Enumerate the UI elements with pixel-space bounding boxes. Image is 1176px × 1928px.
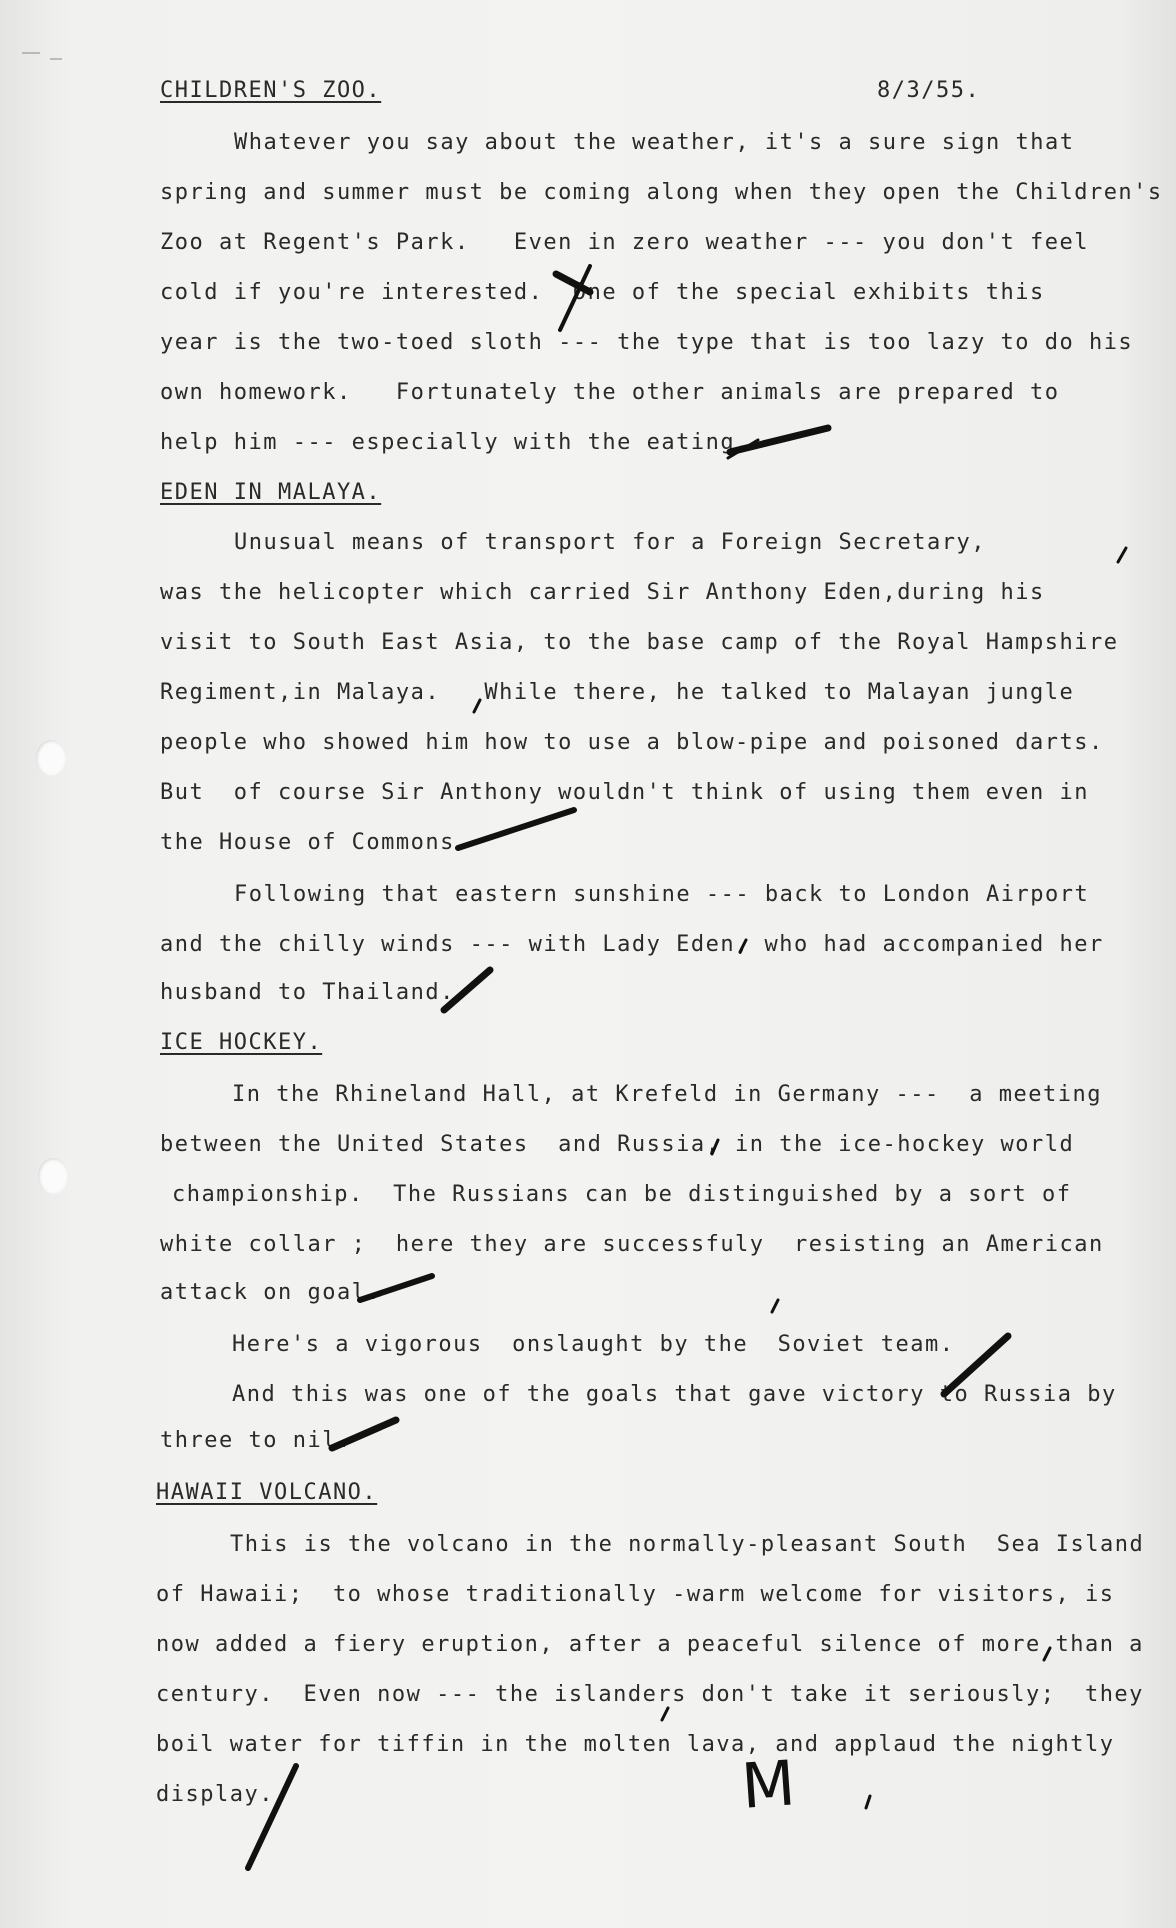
pen-slash-mark [944, 1336, 1008, 1394]
pen-comma-mark [866, 1796, 870, 1808]
text-line: visit to South East Asia, to the base camp of the Royal Hampshire [160, 630, 1119, 655]
text-line: But of course Sir Anthony wouldn't think of using them even in [160, 780, 1089, 805]
text-line: championship. The Russians can be distinguished by a sort of [172, 1182, 1072, 1207]
section-heading: HAWAII VOLCANO. [156, 1480, 378, 1505]
text-line: cold if you're interested. One of the special exhibits this [160, 280, 1045, 305]
pen-comma-mark [772, 1300, 778, 1312]
pen-comma-mark [1044, 1648, 1050, 1660]
text-line: century. Even now --- the islanders don't take it seriously; they [156, 1682, 1144, 1707]
pen-slash-mark [458, 810, 574, 848]
text-line: own homework. Fortunately the other animals are prepared to [160, 380, 1060, 405]
text-line: three to nil. [160, 1428, 352, 1453]
text-line: and the chilly winds --- with Lady Eden, who had accompanied her [160, 932, 1104, 957]
text-line: attack on goal. [160, 1280, 382, 1305]
section-heading: EDEN IN MALAYA. [160, 480, 382, 505]
pen-slash-mark [332, 1420, 396, 1448]
text-line: Following that eastern sunshine --- back to London Airport [234, 882, 1090, 907]
text-line: was the helicopter which carried Sir Anthony Eden,during his [160, 580, 1045, 605]
text-line: year is the two-toed sloth --- the type that is too lazy to do his [160, 330, 1134, 355]
text-line: This is the volcano in the normally-pleasant South Sea Island [230, 1532, 1145, 1557]
section-heading: ICE HOCKEY. [160, 1030, 323, 1055]
text-line: the House of Commons. [160, 830, 470, 855]
text-line: people who showed him how to use a blow-pipe and poisoned darts. [160, 730, 1104, 755]
text-line: display. [156, 1782, 274, 1807]
page-title: CHILDREN'S ZOO. [160, 78, 382, 103]
text-line: between the United States and Russia, in the ice-hockey world [160, 1132, 1075, 1157]
pen-comma-mark [712, 1140, 718, 1154]
pen-slash-mark [248, 1766, 296, 1868]
text-line: of Hawaii; to whose traditionally -warm welcome for visitors, is [156, 1582, 1115, 1607]
text-line: Regiment,in Malaya. While there, he talked to Malayan jungle [160, 680, 1075, 705]
text-line: spring and summer must be coming along when they open the Children's [160, 180, 1163, 205]
text-line: Here's a vigorous onslaught by the Soviet team. [232, 1332, 955, 1357]
text-line: And this was one of the goals that gave victory to Russia by [232, 1382, 1117, 1407]
text-line: boil water for tiffin in the molten lava, and applaud the nightly [156, 1732, 1115, 1757]
pen-comma-mark [662, 1708, 668, 1720]
handwritten-initial: M [739, 1746, 798, 1823]
pen-slash-mark [444, 970, 490, 1010]
pen-comma-mark [1118, 548, 1126, 562]
pen-comma-mark [740, 940, 746, 952]
text-line: Zoo at Regent's Park. Even in zero weather --- you don't feel [160, 230, 1089, 255]
text-line: help him --- especially with the eating. [160, 430, 750, 455]
text-line: Unusual means of transport for a Foreign Secretary, [234, 530, 987, 555]
text-line: white collar ; here they are successfuly resisting an American [160, 1232, 1104, 1257]
pen-slash-mark [360, 1276, 432, 1300]
pen-comma-mark [474, 700, 480, 712]
text-line: Whatever you say about the weather, it's a sure sign that [234, 130, 1075, 155]
document-date: 8/3/55. [877, 78, 981, 103]
text-line: husband to Thailand. [160, 980, 455, 1005]
text-line: now added a fiery eruption, after a peaceful silence of more than a [156, 1632, 1144, 1657]
text-line: In the Rhineland Hall, at Krefeld in Germany --- a meeting [232, 1082, 1102, 1107]
